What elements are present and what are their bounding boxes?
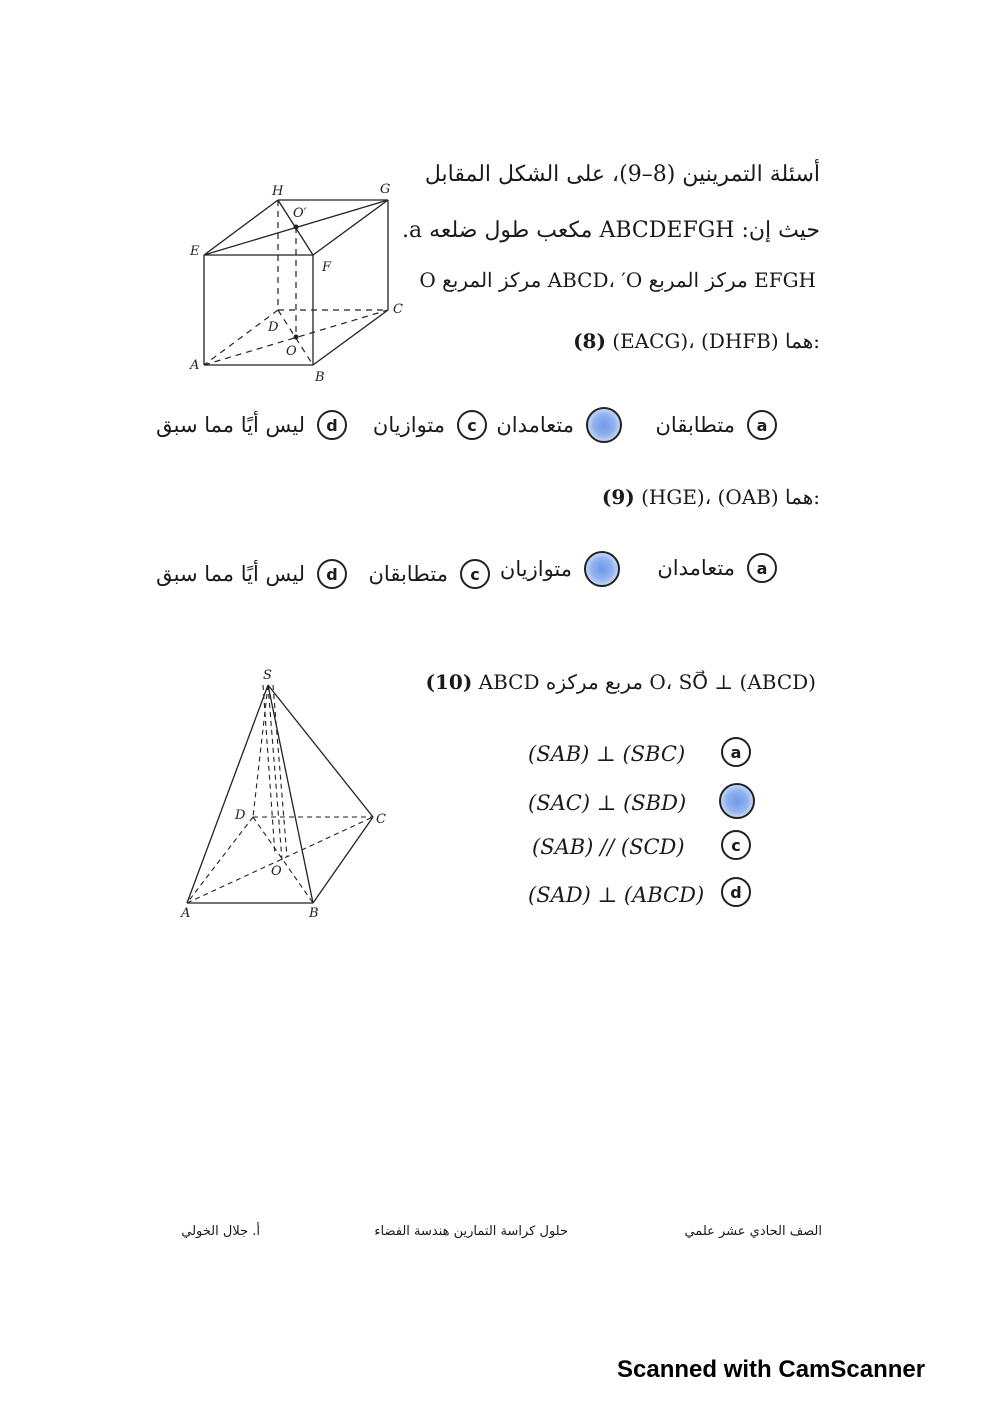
q10-option-b-text: (SAC) ⊥ (SBD): [528, 791, 687, 815]
label-f: F: [322, 260, 332, 275]
q10-number: (10): [425, 670, 473, 694]
q9-option-b-text: متوازيان: [499, 557, 572, 581]
q10-option-a-bubble[interactable]: a: [721, 737, 751, 767]
q8-option-b[interactable]: [496, 407, 622, 443]
cube-figure: [180, 175, 420, 390]
label-pb: B: [309, 906, 319, 921]
q10-option-c-text: (SAB) // (SCD): [532, 835, 685, 859]
label-e: E: [190, 244, 200, 259]
label-pd: D: [235, 808, 246, 823]
label-s: S: [263, 668, 272, 683]
label-pa: A: [181, 906, 191, 921]
q9-option-b[interactable]: [500, 551, 620, 587]
o-prime-point: [294, 225, 299, 230]
label-o: O: [286, 344, 297, 359]
q10-stem: [426, 670, 816, 694]
label-g: G: [380, 182, 391, 197]
label-b: B: [315, 370, 325, 385]
q8-option-a-bubble[interactable]: a: [747, 410, 777, 440]
q8-text: (EACG)، (DHFB) هما:: [612, 329, 820, 353]
intro-line-2: حيث إن: ABCDEFGH مكعب طول ضلعه a.: [401, 218, 820, 243]
q9-option-a-bubble[interactable]: a: [747, 553, 777, 583]
q8-option-d-bubble[interactable]: d: [317, 410, 347, 440]
q9-option-c[interactable]: [369, 559, 491, 589]
q8-option-d[interactable]: [156, 410, 347, 440]
q9-option-c-text: متطابقان: [368, 562, 448, 586]
q8-option-a-text: متطابقان: [655, 413, 735, 437]
q8-option-c-bubble[interactable]: c: [457, 410, 487, 440]
footer-title: حلول كراسة التمارين هندسة الفضاء: [374, 1224, 568, 1239]
q9-number: (9): [601, 485, 635, 509]
camscanner-watermark: Scanned with CamScanner: [617, 1356, 926, 1383]
q9-option-d-bubble[interactable]: d: [317, 559, 347, 589]
q10-option-d-text: (SAD) ⊥ (ABCD): [528, 883, 705, 907]
pyramid-figure: [175, 665, 405, 925]
label-pc: C: [376, 812, 386, 827]
label-c: C: [393, 302, 403, 317]
footer-teacher: أ. جلال الخولي: [181, 1224, 260, 1239]
o-point: [294, 335, 299, 340]
q8-option-d-text: ليس أيًا مما سبق: [156, 413, 305, 437]
q9-stem: [602, 485, 820, 509]
q10-option-c-bubble[interactable]: c: [721, 830, 751, 860]
q8-option-b-selected-bubble[interactable]: [586, 407, 622, 443]
q8-number: (8): [573, 329, 606, 353]
label-o-prime: O′: [293, 206, 307, 221]
q9-option-a[interactable]: [657, 553, 777, 583]
label-h: H: [272, 184, 284, 199]
label-po: O: [271, 864, 282, 879]
intro-line-1: أسئلة التمرينين (8–9)، على الشكل المقابل: [424, 162, 820, 187]
q9-option-b-selected-bubble[interactable]: [584, 551, 620, 587]
q9-option-d-text: ليس أيًا مما سبق: [156, 562, 305, 586]
q8-option-c[interactable]: [373, 410, 487, 440]
q8-option-c-text: متوازيان: [372, 413, 445, 437]
q9-text: (HGE)، (OAB) هما:: [641, 485, 820, 509]
label-d: D: [268, 320, 279, 335]
q9-option-c-bubble[interactable]: c: [460, 559, 490, 589]
q8-option-b-text: متعامدان: [496, 413, 574, 437]
q10-text: ABCD مربع مركزه O، SO⃗ ⊥ (ABCD): [478, 670, 816, 694]
q8-stem: [573, 329, 820, 353]
q9-option-d[interactable]: [156, 559, 347, 589]
footer-grade: الصف الحادي عشر علمي: [684, 1224, 822, 1239]
q8-option-a[interactable]: [656, 410, 778, 440]
label-a: A: [190, 358, 200, 373]
q10-option-d-bubble[interactable]: d: [721, 877, 751, 907]
q9-option-a-text: متعامدان: [657, 556, 735, 580]
intro-line-3: O مركز المربع ABCD، ′O مركز المربع EFGH: [419, 268, 816, 292]
q10-option-a-text: (SAB) ⊥ (SBC): [528, 742, 686, 766]
q10-option-b-selected-bubble[interactable]: [719, 783, 755, 819]
